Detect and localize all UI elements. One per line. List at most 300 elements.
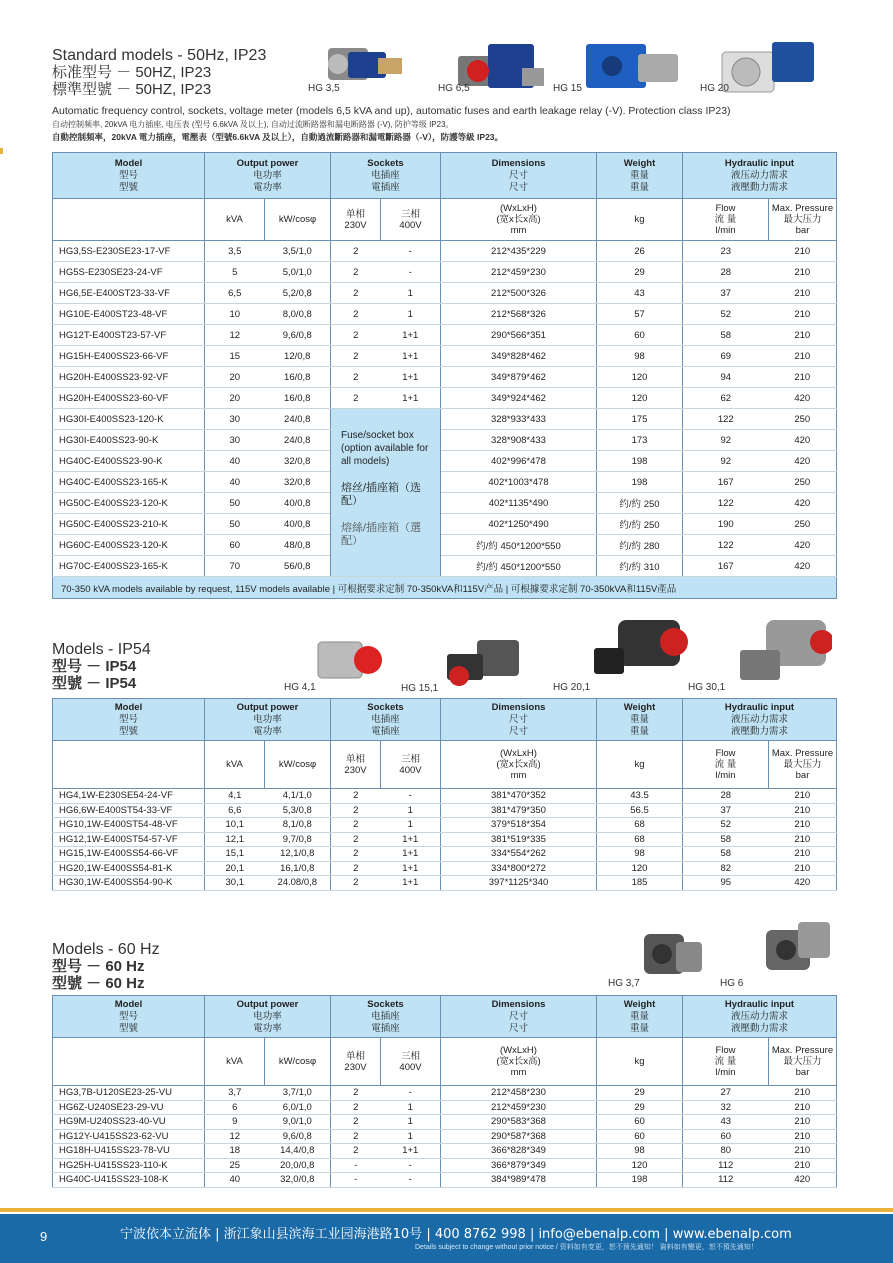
table-cell: 120 — [597, 367, 683, 388]
table-cell: 210 — [769, 861, 837, 876]
table-cell: 402*996*478 — [441, 451, 597, 472]
table-cell: 2 — [331, 1129, 381, 1144]
table-cell: HG12,1W-E400ST54-57-VF — [53, 832, 205, 847]
table-row — [53, 1086, 837, 1101]
table-cell: 397*1125*340 — [441, 876, 597, 891]
table-row — [53, 472, 837, 493]
table-cell: 12 — [205, 325, 265, 346]
generator-image-hg37 — [640, 928, 706, 982]
table-cell: 16/0,8 — [265, 367, 331, 388]
table-cell: 约/約 450*1200*550 — [441, 556, 597, 577]
table-cell: 250 — [769, 472, 837, 493]
table-cell: 3,7/1,0 — [265, 1086, 331, 1101]
header-weight: Weight 重量 重量 — [597, 996, 683, 1038]
table-cell: 210 — [769, 304, 837, 325]
table-cell: HG10,1W-E400ST54-48-VF — [53, 818, 205, 833]
table-row — [53, 1100, 837, 1115]
table-cell: 210 — [769, 1158, 837, 1173]
caption-hg65: HG 6,5 — [438, 83, 470, 94]
table-row — [53, 283, 837, 304]
generator-image-hg15 — [582, 40, 682, 92]
subheader-dimensions: (WxLxH) (宽x长x高) mm — [441, 1038, 597, 1086]
subheader-dimensions: (WxLxH) (宽x长x高) mm — [441, 199, 597, 241]
table-cell: 40 — [205, 1173, 265, 1188]
fuse-socket-box-note: Fuse/socket box (option available for all models) 熔丝/插座箱（选配） 熔絲/插座箱（選配） — [331, 409, 441, 577]
section1-description-cn-simplified: 自动控制频率, 20kVA 电力插座, 电压表 (型号 6.6kVA 及以上), 自动过流断路器和漏电断路器 (-V), 防护等级 IP23。 — [52, 120, 454, 129]
table-cell: 32/0,8 — [265, 451, 331, 472]
subheader-flow: Flow 流 量 l/min — [683, 199, 769, 241]
generator-image-hg201 — [588, 612, 688, 682]
table-cell: 290*566*351 — [441, 325, 597, 346]
table-cell: 173 — [597, 430, 683, 451]
subheader-kg: kg — [597, 741, 683, 789]
table-cell: 420 — [769, 493, 837, 514]
table-row — [53, 1129, 837, 1144]
table-cell: 210 — [769, 818, 837, 833]
table-cell: 15,1 — [205, 847, 265, 862]
table-cell: 2 — [331, 346, 381, 367]
table-cell: 250 — [769, 514, 837, 535]
generator-image-hg301 — [736, 614, 832, 686]
table-row — [53, 304, 837, 325]
table-cell: - — [381, 789, 441, 804]
table-cell: 3,5 — [205, 241, 265, 262]
table-cell: 2 — [331, 1144, 381, 1159]
table-cell: 60 — [597, 1129, 683, 1144]
table-cell: 1 — [381, 1129, 441, 1144]
section2-title: Models - IP54 型号 － IP54 型號 － IP54 — [52, 641, 151, 692]
table-cell: 8,0/0,8 — [265, 304, 331, 325]
table-cell: HG15,1W-E400SS54-66-VF — [53, 847, 205, 862]
table-cell: 5 — [205, 262, 265, 283]
table-cell: 2 — [331, 304, 381, 325]
table-cell: 92 — [683, 451, 769, 472]
table-cell: 122 — [683, 535, 769, 556]
section1-title: Standard models - 50Hz, IP23 标准型号 － 50HZ, IP23 標準型號 － 50HZ, IP23 — [52, 47, 267, 98]
table-cell: 112 — [683, 1173, 769, 1188]
table-row — [53, 346, 837, 367]
table-row — [53, 861, 837, 876]
table-cell: HG5S-E230SE23-24-VF — [53, 262, 205, 283]
table-cell: 43.5 — [597, 789, 683, 804]
table-cell: 12/0,8 — [265, 346, 331, 367]
table-cell: 29 — [597, 1100, 683, 1115]
caption-hg201: HG 20,1 — [553, 682, 591, 693]
table-cell: 2 — [331, 789, 381, 804]
table-cell: 366*828*349 — [441, 1144, 597, 1159]
table-cell: 210 — [769, 789, 837, 804]
table-cell: 212*459*230 — [441, 262, 597, 283]
spec-table-50hz — [52, 152, 837, 599]
table-cell: 1 — [381, 803, 441, 818]
table-cell: 1 — [381, 283, 441, 304]
section3-title: Models - 60 Hz 型号 － 60 Hz 型號 － 60 Hz — [52, 941, 160, 992]
table-cell: HG25H-U415SS23-110-K — [53, 1158, 205, 1173]
table-row — [53, 325, 837, 346]
page-number: 9 — [40, 1229, 48, 1244]
table-cell: HG3,5S-E230SE23-17-VF — [53, 241, 205, 262]
table-cell: - — [381, 1086, 441, 1101]
table-cell: 1+1 — [381, 325, 441, 346]
table-cell: 212*459*230 — [441, 1100, 597, 1115]
table-cell: HG18H-U415SS23-78-VU — [53, 1144, 205, 1159]
table-cell: 210 — [769, 832, 837, 847]
subheader-kva: kVA — [205, 1038, 265, 1086]
table-cell: 6,0/1,0 — [265, 1100, 331, 1115]
table-row — [53, 789, 837, 804]
table-cell: 29 — [597, 262, 683, 283]
table-row — [53, 493, 837, 514]
header-sockets: Sockets 电插座 電插座 — [331, 996, 441, 1038]
table-cell: 2 — [331, 367, 381, 388]
table-cell: 80 — [683, 1144, 769, 1159]
footer-contact: 宁波依本立流体 | 浙江象山县滨海工业园海港路10号 | 400 8762 998 | info@ebenalp.com | www.ebenalp.com — [120, 1227, 792, 1242]
subheader-kw-cos: kW/cosφ — [265, 199, 331, 241]
table-cell: 381*519*335 — [441, 832, 597, 847]
table-row — [53, 535, 837, 556]
caption-hg41: HG 4,1 — [284, 682, 316, 693]
table-cell: 1+1 — [381, 847, 441, 862]
table-cell: 60 — [597, 1115, 683, 1130]
table-cell: 23 — [683, 241, 769, 262]
table-cell: 212*435*229 — [441, 241, 597, 262]
table-cell: 16,1/0,8 — [265, 861, 331, 876]
table-cell: 6,5 — [205, 283, 265, 304]
table-cell: 420 — [769, 1173, 837, 1188]
table-cell: - — [331, 1173, 381, 1188]
table-cell: HG12T-E400ST23-57-VF — [53, 325, 205, 346]
table-row — [53, 876, 837, 891]
table-cell: 120 — [597, 1158, 683, 1173]
table-cell: 69 — [683, 346, 769, 367]
table-cell: 26 — [597, 241, 683, 262]
subheader-single-phase: 单相 230V — [331, 1038, 381, 1086]
table-row — [53, 847, 837, 862]
table-cell: HG12Y-U415SS23-62-VU — [53, 1129, 205, 1144]
table-cell: HG6Z-U240SE23-29-VU — [53, 1100, 205, 1115]
table-cell: 27 — [683, 1086, 769, 1101]
caption-hg15: HG 15 — [553, 83, 582, 94]
table-cell: 37 — [683, 283, 769, 304]
generator-image-hg20 — [718, 38, 818, 96]
table-cell: 24.08/0,8 — [265, 876, 331, 891]
table-row — [53, 818, 837, 833]
caption-hg37: HG 3,7 — [608, 978, 640, 989]
table-cell: 2 — [331, 1086, 381, 1101]
table-cell: 12,1/0,8 — [265, 847, 331, 862]
table-cell: 112 — [683, 1158, 769, 1173]
table-cell: 210 — [769, 262, 837, 283]
table-cell: 120 — [597, 861, 683, 876]
table-cell: 10 — [205, 304, 265, 325]
table-row — [53, 430, 837, 451]
table-cell: 210 — [769, 346, 837, 367]
header-output-power: Output power 电功率 電功率 — [205, 153, 331, 199]
header-model: Model 型号 型號 — [53, 699, 205, 741]
table-cell: 2 — [331, 803, 381, 818]
table-cell: 5,0/1,0 — [265, 262, 331, 283]
table-cell: 349*879*462 — [441, 367, 597, 388]
table-cell: 198 — [597, 451, 683, 472]
table-row — [53, 388, 837, 409]
table-cell: 1+1 — [381, 876, 441, 891]
table-cell: 40/0,8 — [265, 514, 331, 535]
table-cell: 290*587*368 — [441, 1129, 597, 1144]
table-cell: 9 — [205, 1115, 265, 1130]
section1-description-cn-traditional: 自動控制頻率，20kVA 電力插座，電壓表（型號6.6kVA 及以上），自動過流斷路器和漏電斷路器（-V），防護等級 IP23。 — [52, 132, 504, 142]
table-cell: HG20H-E400SS23-92-VF — [53, 367, 205, 388]
table-cell: - — [381, 262, 441, 283]
table-cell: HG30I-E400SS23-90-K — [53, 430, 205, 451]
table-cell: 198 — [597, 472, 683, 493]
footer-disclaimer: Details subject to change without prior notice / 资料如有变更，恕不预先通知！ 資料如有變更，恕不預先通知！ — [415, 1244, 758, 1251]
table-cell: 381*470*352 — [441, 789, 597, 804]
table-cell: 420 — [769, 388, 837, 409]
header-weight: Weight 重量 重量 — [597, 699, 683, 741]
table-cell: 30,1 — [205, 876, 265, 891]
subheader-three-phase: 三相 400V — [381, 199, 441, 241]
table-row — [53, 514, 837, 535]
table-cell: 1 — [381, 1115, 441, 1130]
table-cell: 12 — [205, 1129, 265, 1144]
table-cell: HG9M-U240SS23-40-VU — [53, 1115, 205, 1130]
table-cell: HG40C-E400SS23-165-K — [53, 472, 205, 493]
table-cell: 290*583*368 — [441, 1115, 597, 1130]
table-cell: 52 — [683, 818, 769, 833]
table-cell: 43 — [597, 283, 683, 304]
table-cell: HG40C-U415SS23-108-K — [53, 1173, 205, 1188]
table-cell: 29 — [597, 1086, 683, 1101]
table-cell: 210 — [769, 1129, 837, 1144]
header-hydraulic-input: Hydraulic input 液压动力需求 液壓動力需求 — [683, 996, 837, 1038]
subheader-kva: kVA — [205, 199, 265, 241]
table-cell: 210 — [769, 1100, 837, 1115]
table-cell: 167 — [683, 556, 769, 577]
table-cell: 30 — [205, 409, 265, 430]
header-output-power: Output power 电功率 電功率 — [205, 699, 331, 741]
table-cell: 2 — [331, 283, 381, 304]
table-row — [53, 1115, 837, 1130]
table-cell: 20,0/0,8 — [265, 1158, 331, 1173]
table-cell: 20,1 — [205, 861, 265, 876]
subheader-kw-cos: kW/cosφ — [265, 741, 331, 789]
table-row — [53, 451, 837, 472]
table-cell: 约/約 280 — [597, 535, 683, 556]
table-cell: HG30,1W-E400SS54-90-K — [53, 876, 205, 891]
subheader-kg: kg — [597, 199, 683, 241]
table-cell: 68 — [597, 832, 683, 847]
table-cell: 334*554*262 — [441, 847, 597, 862]
table-cell: 420 — [769, 876, 837, 891]
table-cell: 43 — [683, 1115, 769, 1130]
table-cell: 402*1003*478 — [441, 472, 597, 493]
table-row — [53, 262, 837, 283]
table-cell: 6 — [205, 1100, 265, 1115]
table-cell: HG30I-E400SS23-120-K — [53, 409, 205, 430]
table-cell: 58 — [683, 325, 769, 346]
subheader-single-phase: 单相 230V — [331, 741, 381, 789]
caption-hg301: HG 30,1 — [688, 682, 726, 693]
table-cell: 94 — [683, 367, 769, 388]
table-cell: 1+1 — [381, 346, 441, 367]
table-cell: HG6,5E-E400ST23-33-VF — [53, 283, 205, 304]
table-cell: 18 — [205, 1144, 265, 1159]
table-row — [53, 803, 837, 818]
table-cell: 1 — [381, 818, 441, 833]
table-cell: 约/約 250 — [597, 493, 683, 514]
table-cell: 56/0,8 — [265, 556, 331, 577]
table-cell: 328*933*433 — [441, 409, 597, 430]
table-cell: HG15H-E400SS23-66-VF — [53, 346, 205, 367]
table-cell: 2 — [331, 818, 381, 833]
table-cell: 420 — [769, 535, 837, 556]
table-cell: 381*479*350 — [441, 803, 597, 818]
table-cell: 95 — [683, 876, 769, 891]
table-cell: 420 — [769, 430, 837, 451]
table-cell: 120 — [597, 388, 683, 409]
header-sockets: Sockets 电插座 電插座 — [331, 153, 441, 199]
table-cell: 2 — [331, 847, 381, 862]
header-weight: Weight 重量 重量 — [597, 153, 683, 199]
table-cell: 58 — [683, 847, 769, 862]
table-cell: 210 — [769, 803, 837, 818]
table-cell: 40/0,8 — [265, 493, 331, 514]
section1-description-en: Automatic frequency control, sockets, voltage meter (models 6,5 kVA and up), automatic fuses and earth leakage relay (-V). Protection class IP23) — [52, 105, 731, 117]
table-cell: 28 — [683, 789, 769, 804]
table-cell: 48/0,8 — [265, 535, 331, 556]
table-cell: 122 — [683, 409, 769, 430]
table-cell: 62 — [683, 388, 769, 409]
table-cell: 1+1 — [381, 1144, 441, 1159]
table-cell: 349*924*462 — [441, 388, 597, 409]
table-cell: 210 — [769, 1115, 837, 1130]
table-cell: 10,1 — [205, 818, 265, 833]
table-cell: 40 — [205, 472, 265, 493]
subheader-three-phase: 三相 400V — [381, 741, 441, 789]
table-cell: 9,6/0,8 — [265, 1129, 331, 1144]
table-cell: 210 — [769, 283, 837, 304]
table-cell: 1+1 — [381, 832, 441, 847]
table-cell: 212*568*326 — [441, 304, 597, 325]
table-cell: HG70C-E400SS23-165-K — [53, 556, 205, 577]
subheader-kg: kg — [597, 1038, 683, 1086]
table-cell: 约/約 450*1200*550 — [441, 535, 597, 556]
caption-hg151: HG 15,1 — [401, 683, 439, 694]
generator-image-hg41 — [314, 636, 384, 684]
table-cell: 185 — [597, 876, 683, 891]
table-cell: 9,6/0,8 — [265, 325, 331, 346]
table-row — [53, 832, 837, 847]
table-cell: - — [381, 1173, 441, 1188]
table-cell: 5,3/0,8 — [265, 803, 331, 818]
table-row — [53, 1158, 837, 1173]
table-cell: 210 — [769, 1086, 837, 1101]
table-cell: 122 — [683, 493, 769, 514]
table-cell: - — [381, 241, 441, 262]
subheader-kw-cos: kW/cosφ — [265, 1038, 331, 1086]
table-cell: 2 — [331, 388, 381, 409]
table-cell: HG10E-E400ST23-48-VF — [53, 304, 205, 325]
generator-image-hg35 — [318, 40, 410, 88]
table-cell: 175 — [597, 409, 683, 430]
subheader-flow: Flow 流 量 l/min — [683, 1038, 769, 1086]
table-header-row — [53, 153, 837, 199]
table-cell: 1+1 — [381, 367, 441, 388]
subheader-single-phase: 单相 230V — [331, 199, 381, 241]
subheader-kva: kVA — [205, 741, 265, 789]
table-cell: 52 — [683, 304, 769, 325]
table-cell: 约/約 310 — [597, 556, 683, 577]
header-dimensions: Dimensions 尺寸 尺寸 — [441, 996, 597, 1038]
table-cell: 15 — [205, 346, 265, 367]
page-footer — [0, 1214, 893, 1263]
table-cell: 24/0,8 — [265, 430, 331, 451]
table-cell: 20 — [205, 388, 265, 409]
table-cell: 约/約 250 — [597, 514, 683, 535]
table-cell: 4,1/1,0 — [265, 789, 331, 804]
table-cell: - — [331, 1158, 381, 1173]
table-cell: 30 — [205, 430, 265, 451]
table-cell: 12,1 — [205, 832, 265, 847]
footer-accent-line — [0, 1208, 893, 1212]
table-cell: 60 — [205, 535, 265, 556]
table-cell: 3,7 — [205, 1086, 265, 1101]
header-dimensions: Dimensions 尺寸 尺寸 — [441, 153, 597, 199]
table-cell: 2 — [331, 241, 381, 262]
table-row — [53, 367, 837, 388]
table-cell: 1 — [381, 304, 441, 325]
table-cell: 2 — [331, 325, 381, 346]
table-cell: 16/0,8 — [265, 388, 331, 409]
header-hydraulic-input: Hydraulic input 液压动力需求 液壓動力需求 — [683, 153, 837, 199]
table-cell: 98 — [597, 346, 683, 367]
table-row — [53, 409, 837, 430]
subheader-flow: Flow 流 量 l/min — [683, 741, 769, 789]
table-cell: 56.5 — [597, 803, 683, 818]
table-cell: 32/0,8 — [265, 472, 331, 493]
table-cell: 2 — [331, 832, 381, 847]
table-cell: 334*800*272 — [441, 861, 597, 876]
table-cell: 379*518*354 — [441, 818, 597, 833]
table-cell: 384*989*478 — [441, 1173, 597, 1188]
table-cell: HG50C-E400SS23-210-K — [53, 514, 205, 535]
header-sockets: Sockets 电插座 電插座 — [331, 699, 441, 741]
subheader-three-phase: 三相 400V — [381, 1038, 441, 1086]
subheader-pressure: Max. Pressure 最大压力 bar — [769, 1038, 837, 1086]
table-cell: 210 — [769, 847, 837, 862]
table-cell: 2 — [331, 876, 381, 891]
subheader-pressure: Max. Pressure 最大压力 bar — [769, 199, 837, 241]
table-cell: 14,4/0,8 — [265, 1144, 331, 1159]
table-cell: 57 — [597, 304, 683, 325]
caption-hg6: HG 6 — [720, 978, 744, 989]
table-cell: 1+1 — [381, 861, 441, 876]
caption-hg35: HG 3,5 — [308, 83, 340, 94]
table-cell: 210 — [769, 367, 837, 388]
table-cell: 2 — [331, 262, 381, 283]
table-cell: 2 — [331, 1100, 381, 1115]
table-row — [53, 1144, 837, 1159]
header-hydraulic-input: Hydraulic input 液压动力需求 液壓動力需求 — [683, 699, 837, 741]
table-cell: 420 — [769, 556, 837, 577]
table-cell: 50 — [205, 514, 265, 535]
caption-hg20: HG 20 — [700, 83, 729, 94]
generator-image-hg151 — [437, 636, 523, 690]
table-cell: HG4,1W-E230SE54-24-VF — [53, 789, 205, 804]
subheader-dimensions: (WxLxH) (宽x长x高) mm — [441, 741, 597, 789]
table-cell: 328*908*433 — [441, 430, 597, 451]
table-cell: 6,6 — [205, 803, 265, 818]
